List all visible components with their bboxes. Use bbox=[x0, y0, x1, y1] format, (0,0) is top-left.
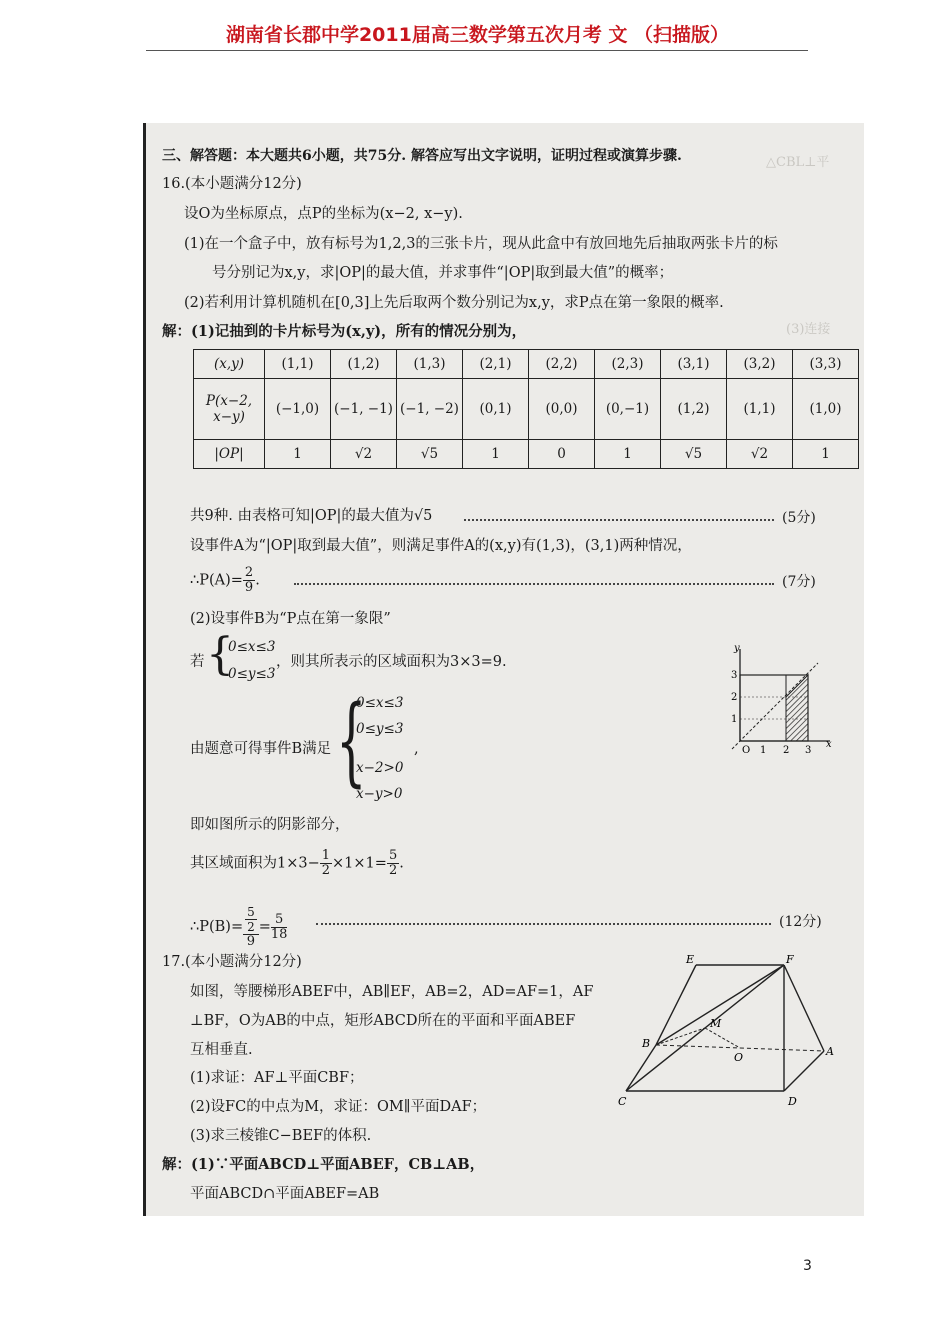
shaded-region bbox=[786, 675, 808, 741]
segment-OM bbox=[705, 1028, 740, 1048]
table-cell: (1,0) bbox=[793, 379, 859, 440]
q16-part1-line2: 号分别记为x,y，求|OP|的最大值，并求事件“|OP|取到最大值”的概率； bbox=[212, 265, 674, 281]
x-tick: 1 bbox=[760, 745, 767, 756]
inner-fraction bbox=[245, 905, 257, 934]
q17-line3: 互相垂直. bbox=[190, 1042, 253, 1058]
section-heading: 三、解答题：本大题共6小题，共75分. 解答应写出文字说明，证明过程或演算步骤. bbox=[162, 148, 682, 164]
table-cell: (0,1) bbox=[463, 379, 529, 440]
condition-x: 0≤x≤3 bbox=[228, 639, 276, 655]
q17-solution-line1: 解：(1)∵平面ABCD⊥平面ABEF，CB⊥AB， bbox=[162, 1156, 485, 1173]
label-M: M bbox=[710, 1017, 722, 1030]
table-cell: (1,1) bbox=[265, 350, 331, 379]
table-cell: (−1,0) bbox=[265, 379, 331, 440]
inner-denominator: 2 bbox=[247, 920, 255, 934]
y-label: y bbox=[734, 643, 740, 654]
q17-line1: 如图，等腰梯形ABEF中，AB∥EF，AB=2，AD=AF=1，AF bbox=[190, 984, 594, 1000]
table-cell: |OP| bbox=[194, 440, 265, 469]
trapezoid-figure bbox=[616, 955, 836, 1115]
table-cell: (−1, −2) bbox=[397, 379, 463, 440]
table-cell: (1,2) bbox=[331, 350, 397, 379]
q16-label: 16.(本小题满分12分) bbox=[162, 176, 302, 192]
edge-DA bbox=[784, 1051, 824, 1091]
table-cell: (x,y) bbox=[194, 350, 265, 379]
condition-b3: x−2>0 bbox=[356, 760, 404, 776]
table-cell: 1 bbox=[265, 440, 331, 469]
shaded-region-line: 即如图所示的阴影部分， bbox=[190, 817, 350, 833]
table-cell: 1 bbox=[595, 440, 661, 469]
inner-numerator: 5 bbox=[247, 905, 255, 919]
label-F: F bbox=[786, 955, 794, 966]
label-O: O bbox=[734, 1051, 744, 1064]
page-number: 3 bbox=[803, 1258, 812, 1274]
table-cell: (3,1) bbox=[661, 350, 727, 379]
document-header-title: 湖南省长郡中学2011届高三数学第五次月考 文 （扫描版） bbox=[225, 24, 730, 46]
result-fraction bbox=[387, 849, 399, 878]
table-cell: √2 bbox=[331, 440, 397, 469]
y-tick: 2 bbox=[731, 692, 738, 703]
q16-solution-intro: 解：(1)记抽到的卡片标号为(x,y)，所有的情况分别为， bbox=[162, 323, 527, 340]
event-b-line: (2)设事件B为“P点在第一象限” bbox=[190, 611, 391, 627]
max-value-line: 共9种. 由表格可知|OP|的最大值为√5 bbox=[190, 508, 433, 524]
condition-b4: x−y>0 bbox=[356, 786, 403, 802]
table-cell: (0,0) bbox=[529, 379, 595, 440]
table-cell: (3,2) bbox=[727, 350, 793, 379]
pa-line: ∴P(A)= $\frac{2}{9}$ . bbox=[190, 565, 260, 595]
q17-part1: (1)求证：AF⊥平面CBF； bbox=[190, 1070, 364, 1086]
q16-part1-line1: (1)在一个盒子中，放有标号为1,2,3的三张卡片，现从此盒中有放回地先后抽取两张卡片的标 bbox=[184, 236, 778, 252]
table-cell: (2,3) bbox=[595, 350, 661, 379]
q17-line2: ⊥BF，O为AB的中点，矩形ABCD所在的平面和平面ABEF bbox=[190, 1013, 576, 1029]
region-area-line: 其区域面积为1×3− $\frac{1}{2}$ ×1×1= $\frac{5}{2}$ . bbox=[190, 848, 404, 878]
table-cell: √5 bbox=[661, 440, 727, 469]
table-cell: (1,3) bbox=[397, 350, 463, 379]
pb-line bbox=[190, 905, 287, 949]
table-cell: 0 bbox=[529, 440, 595, 469]
header-rule bbox=[146, 50, 808, 51]
table-cell: √5 bbox=[397, 440, 463, 469]
region-graph bbox=[726, 641, 836, 759]
bleed-through: (3)连接 bbox=[786, 322, 831, 337]
pb-denominator: 18 bbox=[270, 926, 288, 942]
q17-solution-line2: 平面ABCD∩平面ABEF=AB bbox=[190, 1186, 380, 1202]
pb-numerator: 5 bbox=[271, 913, 288, 928]
half-fraction bbox=[320, 849, 332, 878]
label-C: C bbox=[618, 1095, 627, 1108]
y-tick: 1 bbox=[731, 714, 738, 725]
ruo-label: 若 bbox=[190, 654, 205, 670]
result-denominator: 2 bbox=[388, 863, 398, 878]
q16-intro: 设O为坐标原点，点P的坐标为(x−2, x−y). bbox=[184, 206, 463, 222]
pa-denominator: 9 bbox=[244, 580, 254, 595]
q17-label: 17.(本小题满分12分) bbox=[162, 954, 302, 970]
table-cell: √2 bbox=[727, 440, 793, 469]
label-E: E bbox=[686, 955, 695, 966]
table-cell: 1 bbox=[463, 440, 529, 469]
half-denominator: 2 bbox=[321, 863, 331, 878]
label-D: D bbox=[788, 1095, 797, 1108]
q17-part2: (2)设FC的中点为M，求证：OM∥平面DAF； bbox=[190, 1099, 487, 1115]
table-row bbox=[194, 350, 859, 379]
table-cell: (1,1) bbox=[727, 379, 793, 440]
table-cell: (1,2) bbox=[661, 379, 727, 440]
table-cell: P(x−2, x−y) bbox=[194, 379, 265, 440]
comma: , bbox=[414, 741, 419, 757]
origin-label: O bbox=[742, 745, 751, 756]
outcome-table bbox=[193, 349, 859, 469]
edge-BC bbox=[626, 1045, 656, 1091]
label-B: B bbox=[642, 1037, 651, 1050]
edge-BF bbox=[656, 965, 784, 1045]
edge-FA bbox=[784, 965, 824, 1051]
score-5: (5分) bbox=[782, 510, 816, 526]
table-cell: (−1, −1) bbox=[331, 379, 397, 440]
event-a-line: 设事件A为“|OP|取到最大值”，则满足事件A的(x,y)有(1,3)，(3,1)两种情况， bbox=[190, 538, 692, 554]
pb-complex-denominator: 9 bbox=[246, 934, 256, 949]
pb-prefix: ∴P(B)= bbox=[190, 919, 244, 935]
leader-dots bbox=[316, 923, 771, 925]
table-cell: (2,1) bbox=[463, 350, 529, 379]
table-row bbox=[194, 379, 859, 440]
y-tick: 3 bbox=[731, 670, 738, 681]
bleed-through: △CBL⊥平 bbox=[766, 155, 830, 170]
pa-fraction bbox=[243, 566, 255, 595]
event-b-intro: 由题意可得事件B满足 bbox=[190, 741, 332, 757]
q17-part3: (3)求三棱锥C−BEF的体积. bbox=[190, 1128, 372, 1144]
condition-b2: 0≤y≤3 bbox=[356, 721, 404, 737]
pb-equals: = bbox=[258, 919, 271, 935]
x-tick: 2 bbox=[783, 745, 790, 756]
pb-complex-fraction bbox=[243, 905, 259, 949]
result-numerator: 5 bbox=[388, 848, 398, 863]
leader-dots bbox=[464, 519, 774, 521]
table-row bbox=[194, 440, 859, 469]
pb-complex-numerator bbox=[243, 905, 259, 935]
leader-dots bbox=[294, 583, 774, 585]
pb-fraction bbox=[271, 913, 288, 942]
table-cell: (3,3) bbox=[793, 350, 859, 379]
label-A: A bbox=[826, 1045, 834, 1058]
half-numerator: 1 bbox=[321, 848, 331, 863]
score-7: (7分) bbox=[782, 574, 816, 590]
pa-numerator: 2 bbox=[244, 565, 254, 580]
total-area-line: ，则其所表示的区域面积为3×3=9. bbox=[276, 654, 507, 670]
table-cell: (2,2) bbox=[529, 350, 595, 379]
table-cell: 1 bbox=[793, 440, 859, 469]
scanned-page bbox=[143, 123, 864, 1216]
brace: { bbox=[206, 629, 234, 680]
condition-b1: 0≤x≤3 bbox=[356, 695, 404, 711]
x-tick: 3 bbox=[805, 745, 812, 756]
q16-part2: (2)若利用计算机随机在[0,3]上先后取两个数分别记为x,y，求P点在第一象限的概率. bbox=[184, 295, 724, 311]
score-12: (12分) bbox=[779, 914, 822, 930]
area-mid: ×1×1= bbox=[332, 855, 387, 872]
pa-prefix: ∴P(A)= bbox=[190, 572, 243, 589]
brace-large: { bbox=[336, 685, 367, 797]
x-label: x bbox=[826, 739, 832, 750]
condition-y: 0≤y≤3 bbox=[228, 666, 276, 682]
table-cell: (0,−1) bbox=[595, 379, 661, 440]
area-prefix: 其区域面积为1×3− bbox=[190, 855, 320, 872]
